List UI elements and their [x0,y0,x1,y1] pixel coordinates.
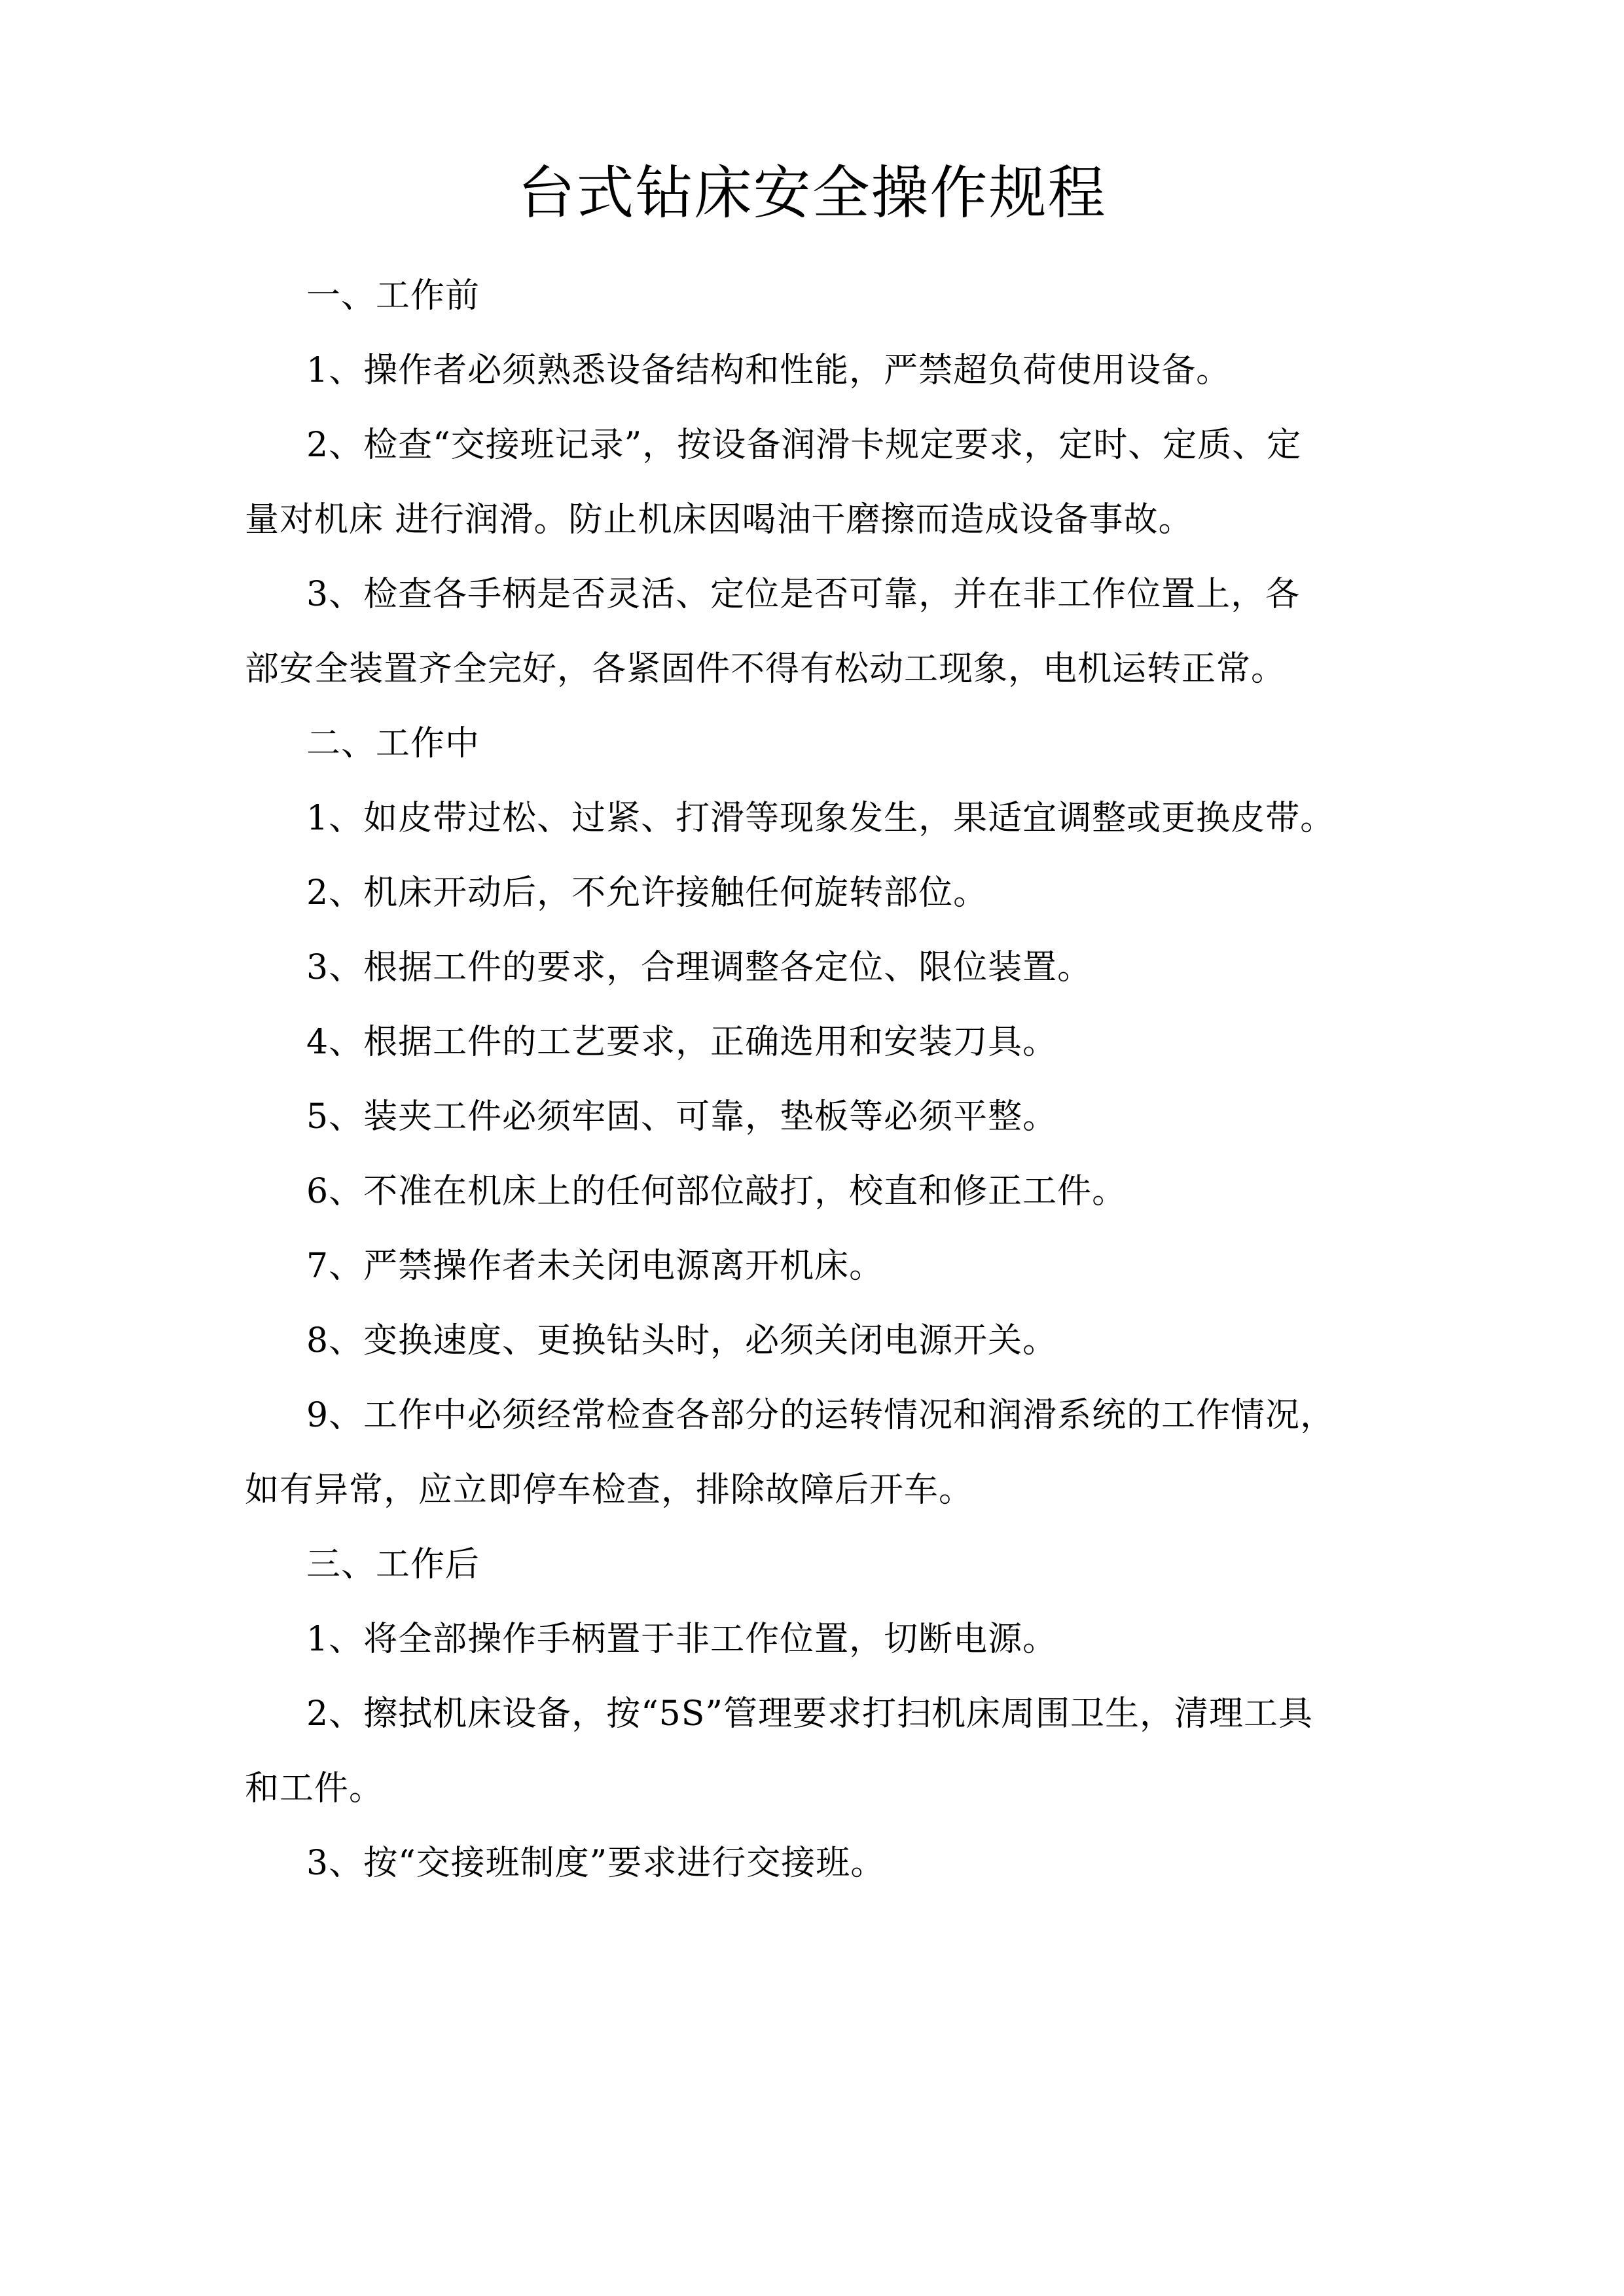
rule-during-9-line-2: 如有异常，应立即停车检查，排除故障后开车。 [245,1470,974,1510]
section-heading-during-work: 二、工作中 [306,724,480,763]
rule-during-3: 3、根据工件的要求，合理调整各定位、限位装置。 [306,948,1092,987]
rule-during-6: 6、不准在机床上的任何部位敲打，校直和修正工件。 [306,1172,1127,1211]
rule-before-3-line-1: 3、检查各手柄是否灵活、定位是否可靠，并在非工作位置上，各 [306,575,1301,614]
rule-after-2-line-1: 2、擦拭机床设备，按“5S”管理要求打扫机床周围卫生，清理工具 [306,1694,1313,1734]
rule-before-1: 1、操作者必须熟悉设备结构和性能，严禁超负荷使用设备。 [306,351,1231,390]
rule-during-1: 1、如皮带过松、过紧、打滑等现象发生，果适宜调整或更换皮带。 [306,799,1335,838]
rule-during-9-line-1: 9、工作中必须经常检查各部分的运转情况和润滑系统的工作情况， [306,1396,1335,1435]
rule-during-8: 8、变换速度、更换钻头时，必须关闭电源开关。 [306,1321,1058,1360]
rule-before-3-line-2: 部安全装置齐全完好，各紧固件不得有松动工现象，电机运转正常。 [245,649,1286,689]
rule-after-2-line-2: 和工件。 [245,1769,384,1808]
rule-after-1: 1、将全部操作手柄置于非工作位置，切断电源。 [306,1620,1058,1659]
rule-after-3: 3、按“交接班制度”要求进行交接班。 [306,1844,886,1883]
rule-during-2: 2、机床开动后，不允许接触任何旋转部位。 [306,873,988,913]
rule-during-7: 7、严禁操作者未关闭电源离开机床。 [306,1247,884,1286]
section-heading-before-work: 一、工作前 [306,276,480,316]
rule-before-2-line-2: 量对机床 进行润滑。防止机床因喝油干磨擦而造成设备事故。 [245,500,1193,539]
section-heading-after-work: 三、工作后 [306,1545,480,1584]
rule-during-4: 4、根据工件的工艺要求，正确选用和安装刀具。 [306,1023,1058,1062]
rule-during-5: 5、装夹工件必须牢固、可靠，垫板等必须平整。 [306,1097,1058,1137]
rule-before-2-line-1: 2、检查“交接班记录”，按设备润滑卡规定要求，定时、定质、定 [306,426,1302,465]
document-title: 台式钻床安全操作规程 [517,159,1107,227]
